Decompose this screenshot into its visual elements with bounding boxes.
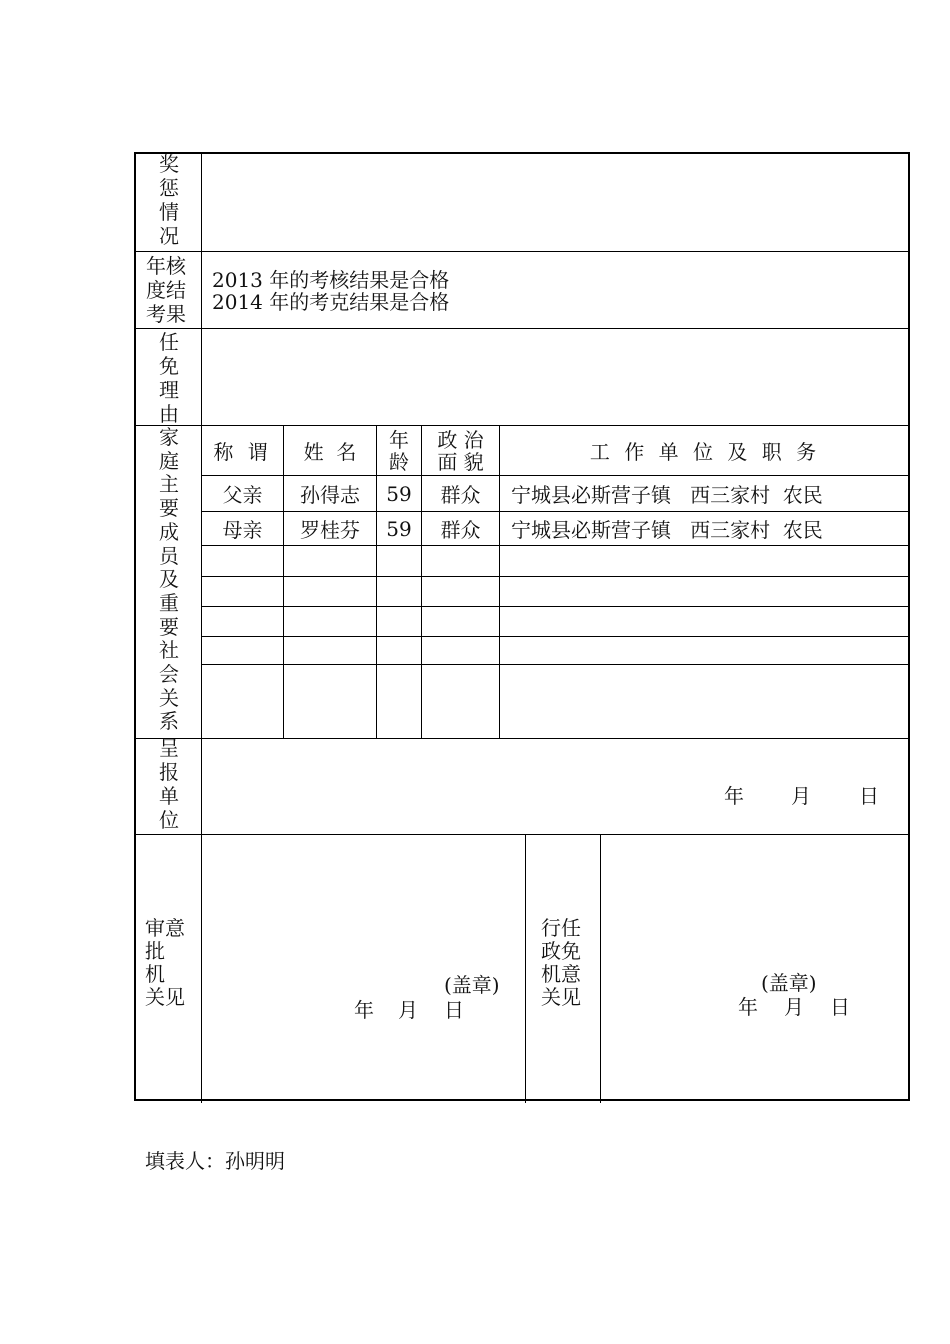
reporting-date-month: 月 [791, 784, 811, 808]
admin-authority-label: 行任 政免 机意 关见 [541, 916, 581, 1009]
family-row-1-age: 59 [386, 481, 412, 506]
family-row-2-age: 59 [386, 516, 412, 541]
approval-seal: (盖章) [444, 973, 500, 997]
family-row-line [201, 606, 908, 607]
approval-date-day: 日 [444, 998, 464, 1022]
divider-assessment [136, 328, 908, 329]
family-row-line [201, 664, 908, 665]
header-relation: 称 谓 [213, 440, 272, 464]
reporting-unit-label: 呈 报 单 位 [159, 736, 179, 832]
divider-family [136, 738, 908, 739]
family-row-2-political: 群众 [440, 518, 481, 542]
admin-date-month: 月 [784, 995, 804, 1019]
admin-label-line [600, 834, 601, 1103]
form-filler [145, 1145, 285, 1174]
family-row-1-work: 宁城县必斯营子镇 西三家村 农民 [511, 483, 823, 507]
family-row-1-name: 孙得志 [300, 483, 360, 507]
form-filler-name: 孙明明 [225, 1149, 285, 1173]
approval-date-year: 年 [354, 998, 374, 1022]
form-filler-label: 填表人： [145, 1149, 225, 1173]
family-row-2-relation: 母亲 [222, 518, 263, 542]
approval-date-month: 月 [398, 998, 418, 1022]
family-row-line [201, 576, 908, 577]
divider-rewards [136, 251, 908, 252]
admin-date-day: 日 [830, 995, 850, 1019]
approval-split-line [525, 834, 526, 1103]
reporting-date-day: 日 [859, 784, 879, 808]
rewards-label: 奖 惩 情 况 [159, 152, 179, 248]
family-row-2-work: 宁城县必斯营子镇 西三家村 农民 [511, 518, 823, 542]
divider-reporting [136, 834, 908, 835]
header-name: 姓 名 [303, 440, 357, 464]
appointment-label: 任 免 理 由 [159, 330, 179, 426]
personnel-form [134, 152, 910, 1101]
assessment-result-2014: 2014 年的考克结果是合格 [212, 290, 450, 314]
family-row-2-name: 罗桂芬 [300, 518, 360, 542]
family-label: 家 庭 主 要 成 员 及 重 要 社 会 关 系 [159, 425, 179, 734]
reporting-date-year: 年 [724, 784, 744, 808]
family-row-1-relation: 父亲 [222, 483, 263, 507]
approval-authority-label: 审意 批 机 关见 [145, 916, 185, 1009]
label-column-line [201, 154, 202, 1103]
family-row-1-political: 群众 [440, 483, 481, 507]
header-political: 政 治 面 貌 [437, 427, 484, 474]
assessment-result-2013: 2013 年的考核结果是合格 [212, 268, 450, 292]
family-row-line [201, 545, 908, 546]
header-work: 工 作 单 位 及 职 务 [589, 440, 821, 464]
header-age: 年 龄 [389, 427, 409, 474]
family-row-line [201, 636, 908, 637]
assessment-label: 年核 度结 考果 [146, 254, 186, 326]
admin-seal: (盖章) [761, 971, 817, 995]
admin-date-year: 年 [738, 995, 758, 1019]
